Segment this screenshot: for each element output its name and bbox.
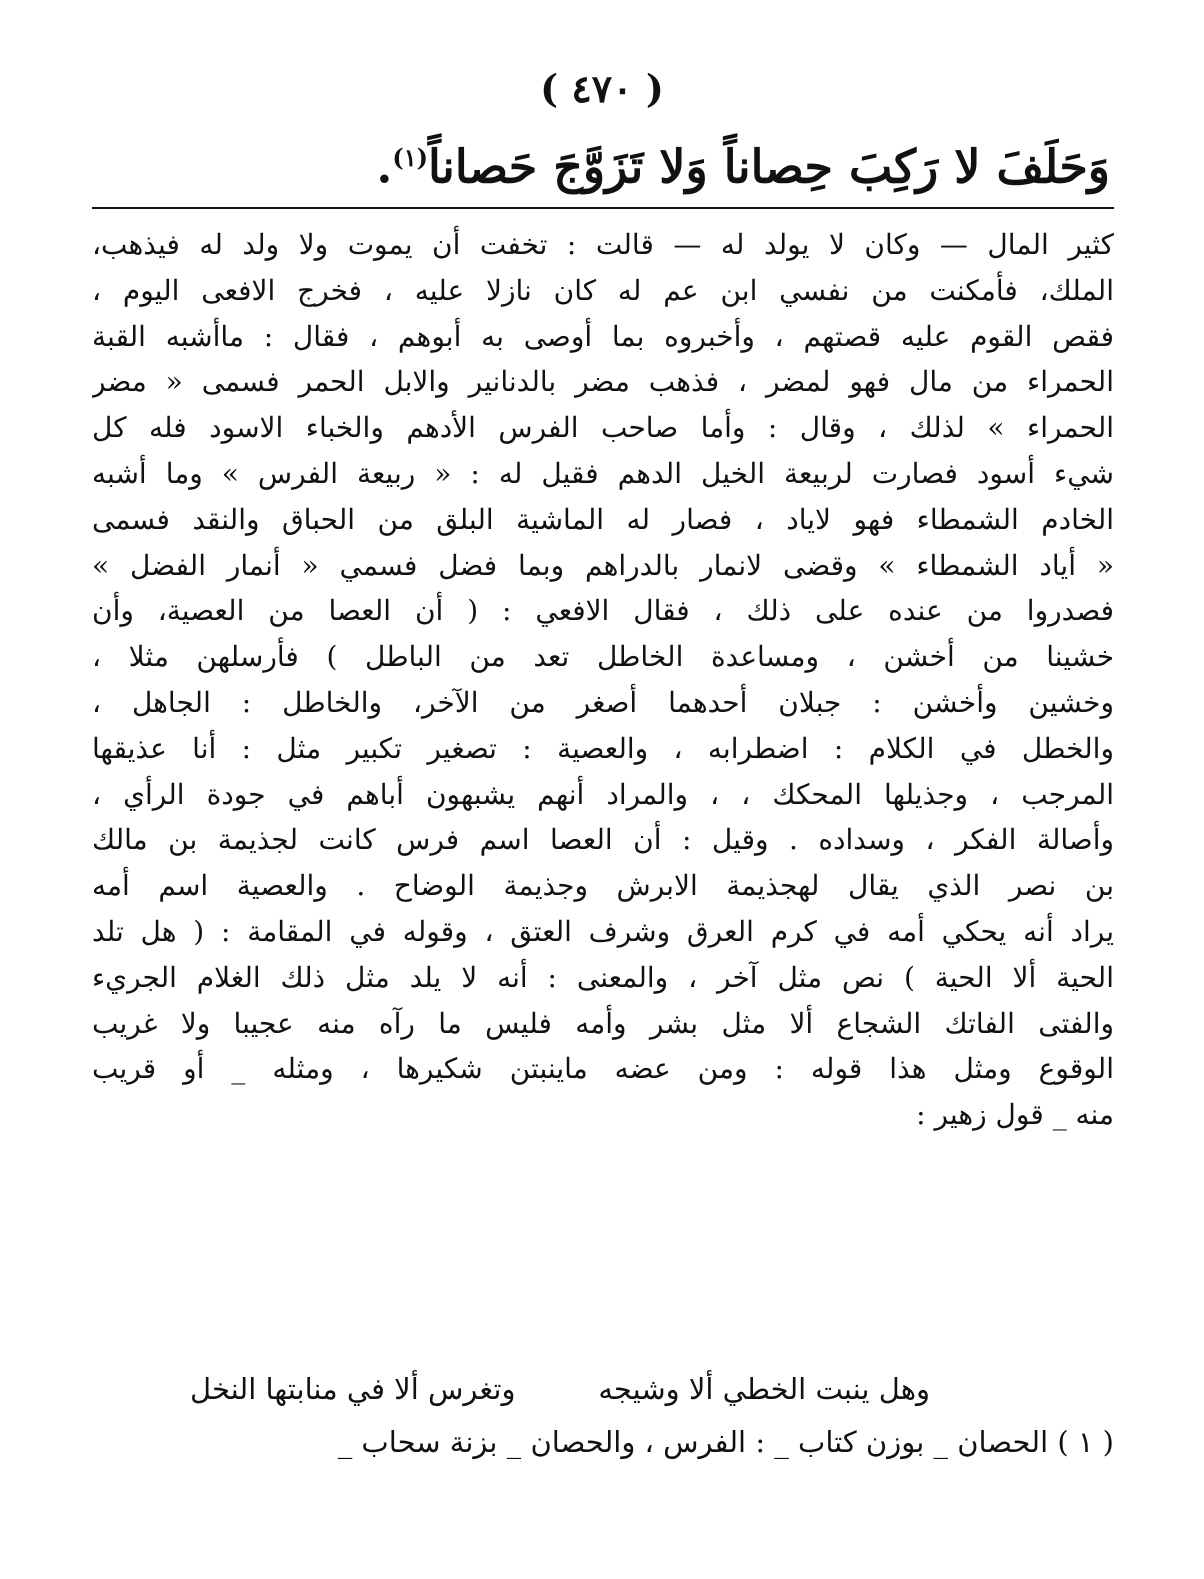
commentary-line: والفتى الفاتك الشجاع ألا مثل بشر وأمه فليس ما رآه منه عجيبا ولا غريب — [92, 1006, 1114, 1040]
commentary-line: فصدروا من عنده على ذلك ، فقال الافعي : ( أن العصا من العصية، وأن — [92, 594, 1114, 628]
commentary-line: المرجب ، وجذيلها المحكك ، ، والمراد أنهم يشبهون أباهم في جودة الرأي ، — [92, 777, 1114, 811]
commentary-line: الملك، فأمكنت من نفسي ابن عم له كان نازلا عليه ، فخرج الافعى اليوم ، — [92, 273, 1114, 307]
commentary-line: والخطل في الكلام : اضطرابه ، والعصية : تصغير تكبير مثل : أنا عذيقها — [92, 731, 1114, 765]
separator-rule — [92, 207, 1114, 209]
commentary-line: الخادم الشمطاء فهو لاياد ، فصار له الماشية البلق من الحباق والنقد فسمى — [92, 502, 1114, 536]
verse-second-hemistich: وتغرس ألا في منابتها النخل — [190, 1372, 516, 1406]
footnote: ( ١ ) الحصان _ بوزن كتاب _ : الفرس ، والحصان _ بزنة سحاب _ — [337, 1425, 1114, 1459]
footnote-marker: (١) — [392, 143, 429, 172]
main-text: وَحَلَفَ لا رَكِبَ حِصاناً وَلا تَزَوَّجَ حَصاناً — [428, 139, 1110, 194]
main-text-line — [100, 120, 1110, 204]
commentary-line: الحمراء » لذلك ، وقال : وأما صاحب الفرس الأدهم والخباء الاسود فله كل — [92, 411, 1114, 445]
commentary-line: الحية ألا الحية ) نص مثل آخر ، والمعنى : أنه لا يلد مثل ذلك الغلام الجريء — [92, 960, 1114, 994]
poetry-verse — [190, 1366, 930, 1412]
commentary-line: منه _ قول زهير : — [916, 1098, 1114, 1132]
commentary-line: كثير المال — وكان لا يولد له — قالت : تخفت أن يموت ولا ولد له فيذهب، — [92, 228, 1114, 261]
commentary-line: فقص القوم عليه قصتهم ، وأخبروه بما أوصى به أبوهم ، فقال : ماأشبه القبة — [92, 319, 1114, 353]
commentary-block — [92, 222, 1114, 1138]
commentary-line: خشينا من أخشن ، ومساعدة الخاطل تعد من الباطل ) فأرسلهن مثلا ، — [92, 640, 1114, 674]
commentary-line: الحمراء من مال فهو لمضر ، فذهب مضر بالدنانير والابل الحمر فسمى « مضر — [92, 365, 1114, 399]
commentary-line: الوقوع ومثل هذا قوله : ومن عضه ماينبتن شكيرها ، ومثله _ أو قريب — [92, 1052, 1114, 1086]
page-number: ( ٤٧٠ ) — [540, 66, 664, 111]
commentary-line: بن نصر الذي يقال لهجذيمة الابرش وجذيمة الوضاح . والعصية اسم أمه — [92, 869, 1114, 903]
commentary-line: وخشين وأخشن : جبلان أحدهما أصغر من الآخر، والخاطل : الجاهل ، — [92, 685, 1114, 719]
verse-first-hemistich: وهل ينبت الخطي ألا وشيجه — [598, 1372, 930, 1406]
commentary-line: يراد أنه يحكي أمه في كرم العرق وشرف العتق ، وقوله في المقامة : ( هل تلد — [92, 914, 1114, 948]
commentary-line: وأصالة الفكر ، وسداده . وقيل : أن العصا اسم فرس كانت لجذيمة بن مالك — [92, 823, 1114, 857]
main-text-end: . — [376, 139, 393, 194]
commentary-line: شيء أسود فصارت لربيعة الخيل الدهم فقيل له : « ربيعة الفرس » وما أشبه — [92, 456, 1114, 490]
commentary-line: « أياد الشمطاء » وقضى لانمار بالدراهم وبما فضل فسمي « أنمار الفضل » — [92, 548, 1114, 582]
